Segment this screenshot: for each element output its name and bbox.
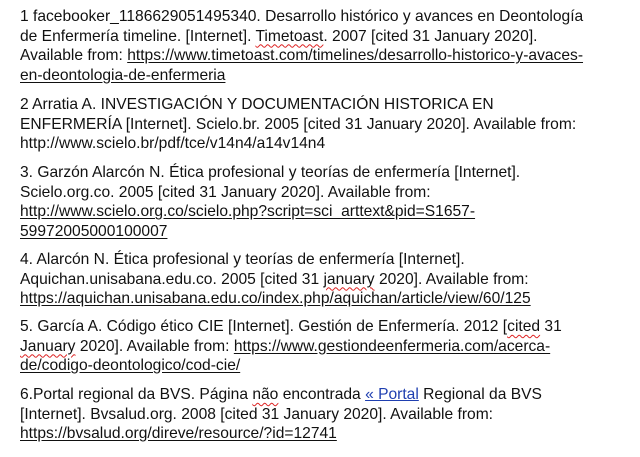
reference-line [20, 222, 630, 242]
misspelled-word: January [20, 337, 76, 355]
reference-text: ENFERMERÍA [Internet]. Scielo.br. 2005 [cited 31 January 2020]. Available from: [20, 115, 577, 133]
hyperlink[interactable]: de/codigo-deontologico/cod-cie/ [20, 357, 241, 375]
reference-text: 1 facebooker_1186629051495340. Desarrollo histórico y avances en Deontología [20, 8, 584, 25]
reference-entry [20, 317, 630, 376]
reference-line [20, 95, 630, 115]
reference-text: 31 [540, 318, 562, 335]
reference-line [20, 66, 630, 86]
reference-text: encontrada [278, 386, 366, 403]
reference-text: de Enfermería timeline. [Internet]. [20, 27, 256, 45]
reference-line [20, 183, 630, 203]
reference-text: 2 Arratia A. INVESTIGACIÓN Y DOCUMENTACIÓN HISTORICA EN [20, 96, 494, 113]
reference-text: 4. Alarcón N. Ética profesional y teorías de enfermería [Internet]. [20, 251, 465, 268]
misspelled-word: january [323, 270, 375, 288]
reference-text: 5. García A. Código ético CIE [Internet]. Gestión de Enfermería. 2012 [ [20, 318, 508, 335]
reference-text: [Internet]. Bvsalud.org. 2008 [cited 31 January 2020]. Available from: [20, 405, 494, 423]
hyperlink[interactable]: https://bvsalud.org/direve/resource/?id=12741 [20, 425, 337, 443]
reference-line [20, 46, 630, 66]
reference-entry [20, 163, 630, 241]
reference-text: Regional da BVS [418, 386, 542, 403]
reference-entry [20, 95, 630, 154]
reference-text: Scielo.org.co. 2005 [cited 31 January 2020]. Available from: [20, 183, 431, 201]
reference-text: 2020]. Available from: [374, 270, 529, 288]
reference-text: . 2007 [cited 31 January 2020]. [323, 27, 538, 45]
hyperlink[interactable]: en-deontologia-de-enfermeria [20, 66, 226, 84]
reference-text: 3. Garzón Alarcón N. Ética profesional y teorías de enfermería [Internet]. [20, 164, 521, 181]
reference-line [20, 385, 630, 405]
reference-text: http://www.scielo.br/pdf/tce/v14n4/a14v14n4 [20, 135, 326, 153]
reference-entry [20, 250, 630, 309]
hyperlink[interactable]: « Portal [365, 386, 419, 403]
reference-line [20, 317, 630, 337]
misspelled-word: Timetoast [255, 27, 324, 45]
reference-line [20, 7, 630, 27]
reference-line [20, 270, 630, 290]
reference-line [20, 424, 630, 444]
reference-entry [20, 385, 630, 444]
reference-line [20, 356, 630, 376]
reference-line [20, 250, 630, 270]
reference-text: Aquichan.unisabana.edu.co. 2005 [cited 31 [20, 270, 324, 288]
reference-line [20, 163, 630, 183]
reference-line [20, 115, 630, 135]
reference-line [20, 134, 630, 154]
reference-entry [20, 7, 630, 85]
misspelled-word: não [252, 386, 279, 403]
reference-line [20, 202, 630, 222]
reference-text: Available from: [20, 47, 128, 65]
hyperlink[interactable]: 59972005000100007 [20, 222, 168, 240]
hyperlink[interactable]: https://aquichan.unisabana.edu.co/index.php/aquichan/article/view/60/125 [20, 290, 531, 308]
hyperlink[interactable]: https://www.gestiondeenfermeria.com/acerca- [233, 337, 551, 355]
reference-text: 6.Portal regional da BVS. Página [20, 386, 253, 403]
hyperlink[interactable]: http://www.scielo.org.co/scielo.php?script=sci_arttext&pid=S1657- [20, 203, 476, 221]
reference-line [20, 405, 630, 425]
reference-text: 2020]. Available from: [75, 337, 234, 355]
reference-line [20, 27, 630, 47]
reference-line [20, 337, 630, 357]
hyperlink[interactable]: https://www.timetoast.com/timelines/desarrollo-historico-y-avaces- [127, 47, 584, 65]
misspelled-word: cited [507, 318, 541, 335]
reference-line [20, 289, 630, 309]
